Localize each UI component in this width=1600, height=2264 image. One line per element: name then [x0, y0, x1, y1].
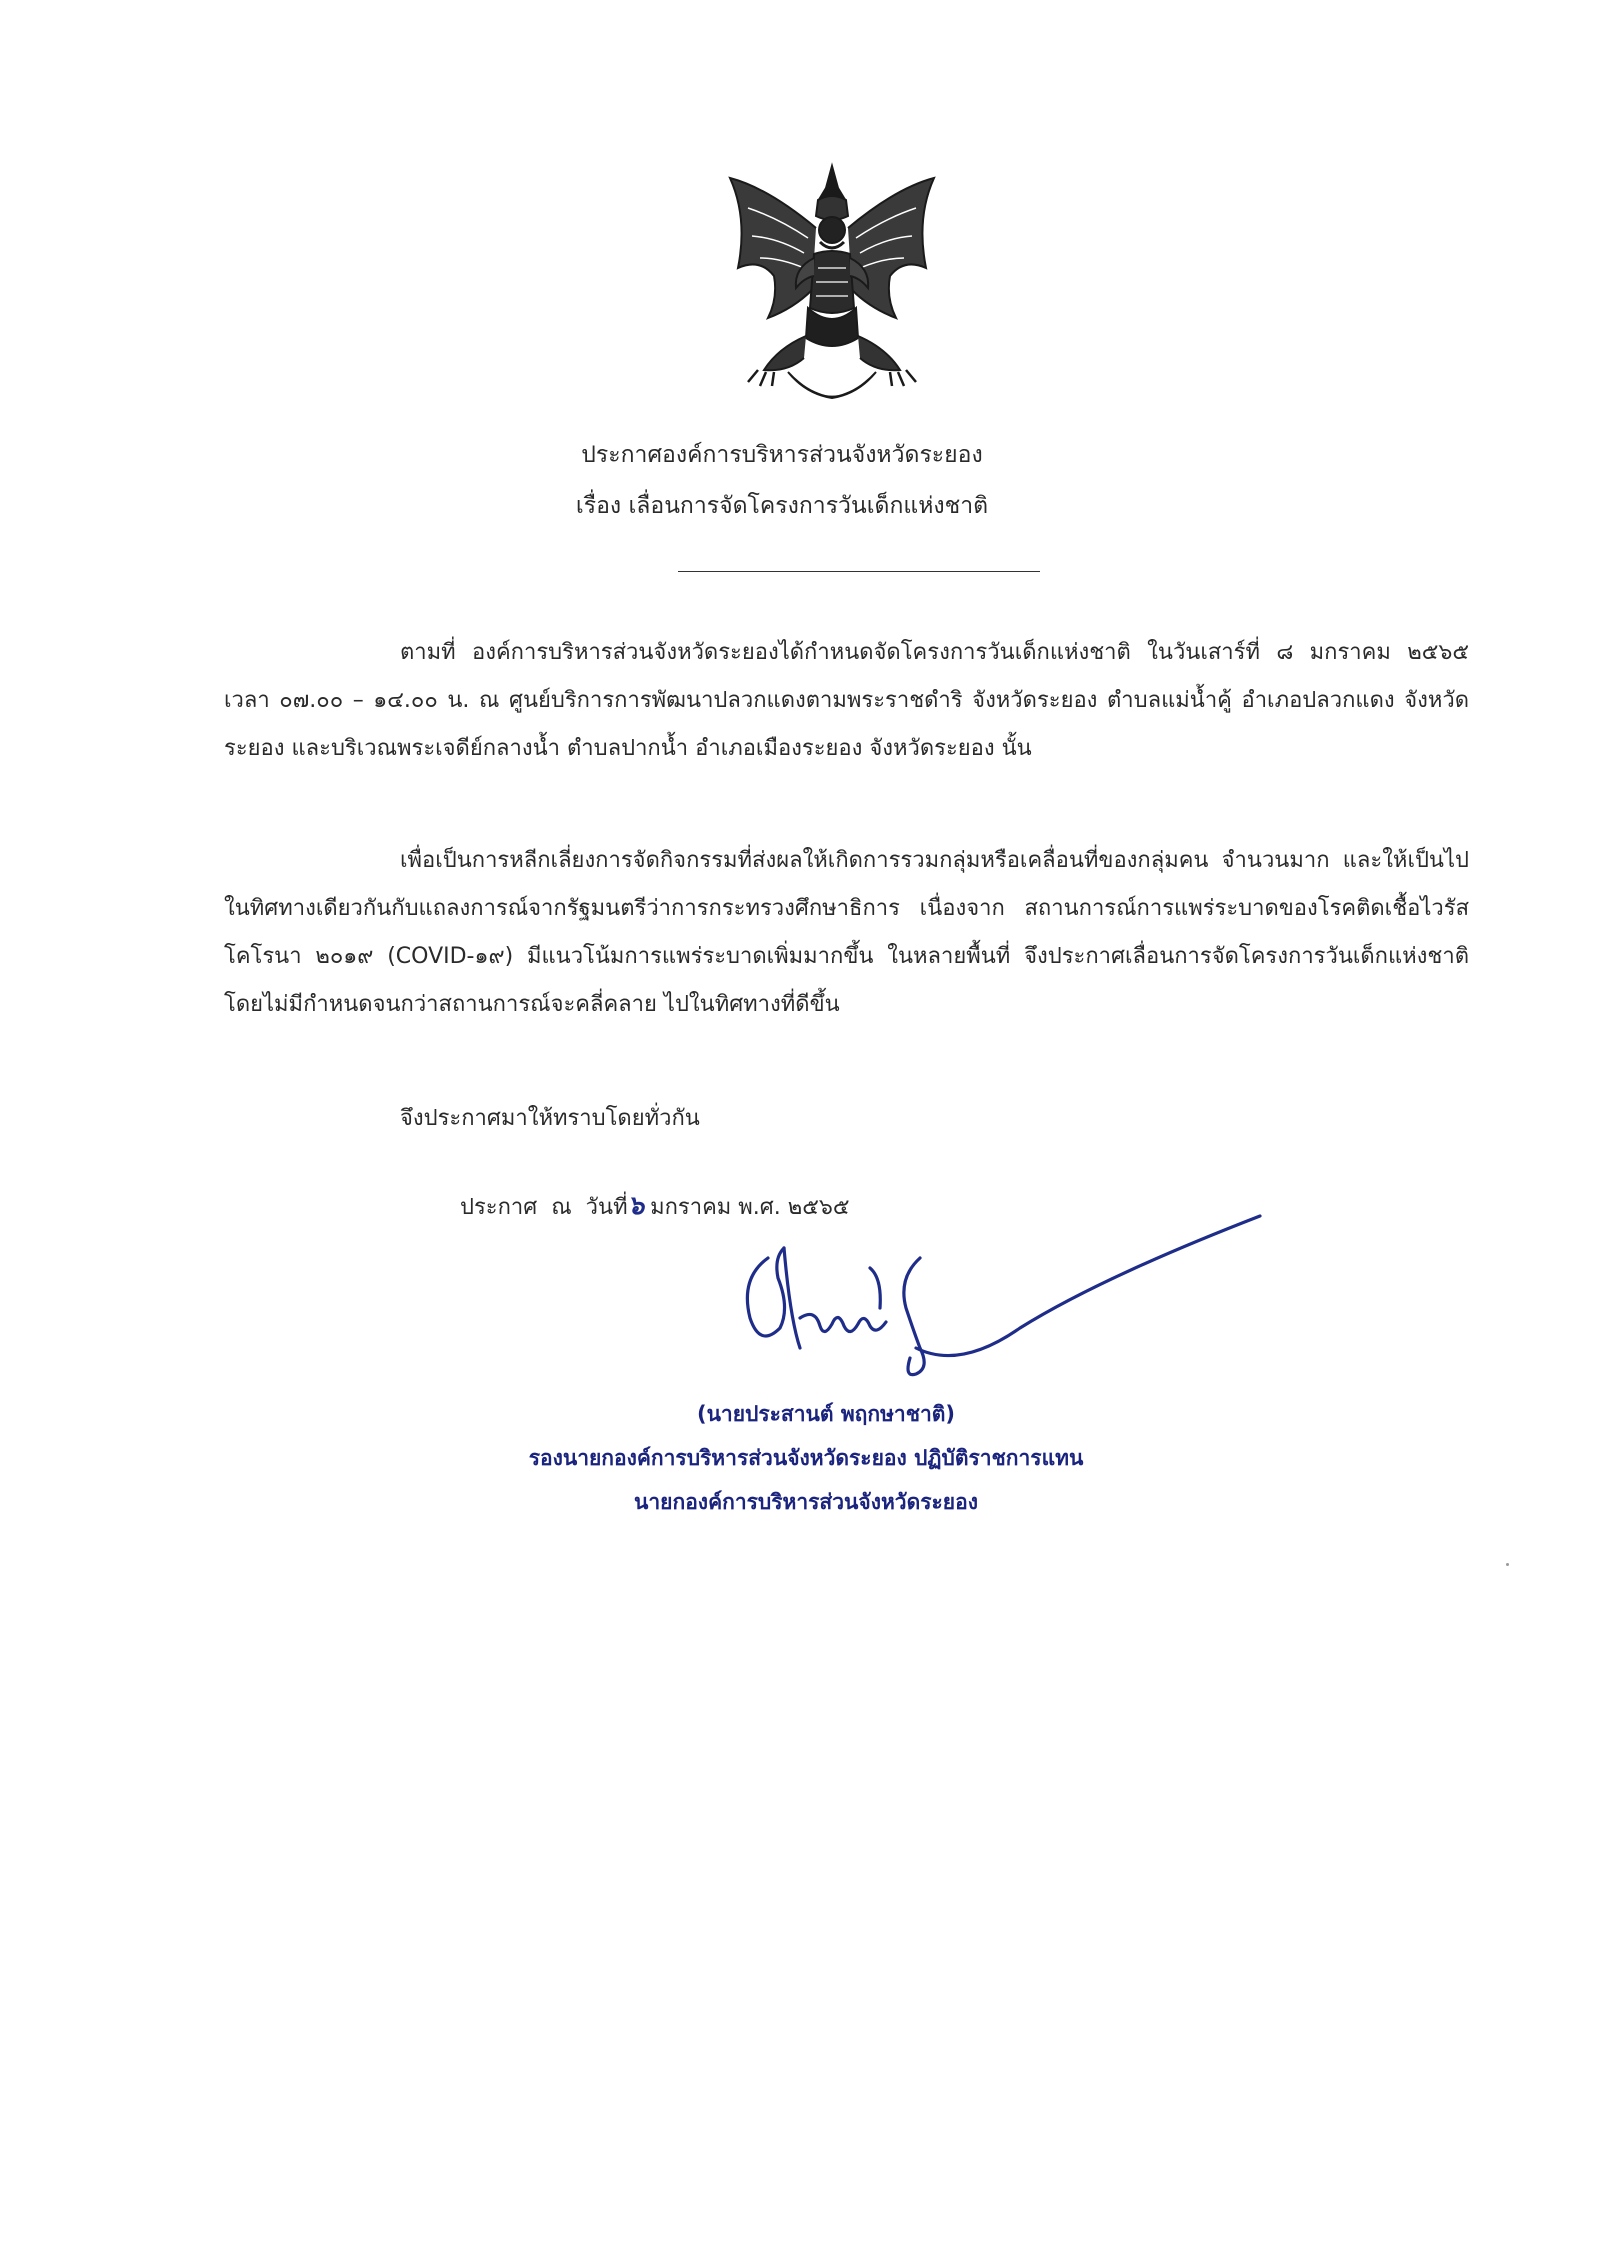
date-at-label: ณ — [551, 1195, 572, 1220]
closing-line: จึงประกาศมาให้ทราบโดยทั่วกัน — [400, 1106, 700, 1131]
announcement-title: ประกาศองค์การบริหารส่วนจังหวัดระยอง — [581, 442, 983, 468]
date-month-year: มกราคม พ.ศ. ๒๕๖๕ — [650, 1195, 850, 1220]
handwritten-signature — [720, 1198, 1280, 1398]
date-day-label: วันที่ — [585, 1195, 628, 1220]
signer-name: (นายประสานต์ พฤกษาชาติ) — [696, 1402, 956, 1426]
scan-speck — [1506, 1563, 1509, 1566]
garuda-emblem-icon — [708, 158, 956, 420]
title-divider — [678, 571, 1040, 572]
handwritten-day: ๖ — [627, 1191, 645, 1221]
date-announced-label: ประกาศ — [460, 1195, 538, 1220]
body-paragraph-1: ตามที่ องค์การบริหารส่วนจังหวัดระยองได้กำหนดจัดโครงการวันเด็กแห่งชาติ ในวันเสาร์ที่ ๘ มกราคม ๒๕๖๕ เวลา ๐๗.๐๐ – ๑๔.๐๐ น. ณ ศูนย์บริการการพัฒนาปลวกแดงตามพระราชดำริ จังหวัดระยอง ตำบลแม่น้ำคู้ อำเภอปลวกแดง จังหวัดระยอง และบริเวณพระเจดีย์กลางน้ำ ตำบลปากน้ำ อำเภอเมืองระยอง จังหวัดระยอง นั้น — [224, 640, 1469, 761]
body-paragraph-2: เพื่อเป็นการหลีกเลี่ยงการจัดกิจกรรมที่ส่งผลให้เกิดการรวมกลุ่มหรือเคลื่อนที่ของกลุ่มคน จำนวนมาก และให้เป็นไปในทิศทางเดียวกันกับแถลงการณ์จากรัฐมนตรีว่าการกระทรวงศึกษาธิการ เนื่องจาก สถานการณ์การแพร่ระบาดของโรคติดเชื้อไวรัสโคโรนา ๒๐๑๙ (COVID-๑๙) มีแนวโน้มการแพร่ระบาดเพิ่มมากขึ้น ในหลายพื้นที่ จึงประกาศเลื่อนการจัดโครงการวันเด็กแห่งชาติ โดยไม่มีกำหนดจนกว่าสถานการณ์จะคลี่คลาย ไปในทิศทางที่ดีขึ้น — [224, 848, 1469, 1017]
announcement-subject: เรื่อง เลื่อนการจัดโครงการวันเด็กแห่งชาติ — [575, 493, 989, 519]
signer-position: รองนายกองค์การบริหารส่วนจังหวัดระยอง ปฏิบัติราชการแทน — [528, 1446, 1084, 1470]
signer-organization: นายกองค์การบริหารส่วนจังหวัดระยอง — [634, 1490, 978, 1514]
